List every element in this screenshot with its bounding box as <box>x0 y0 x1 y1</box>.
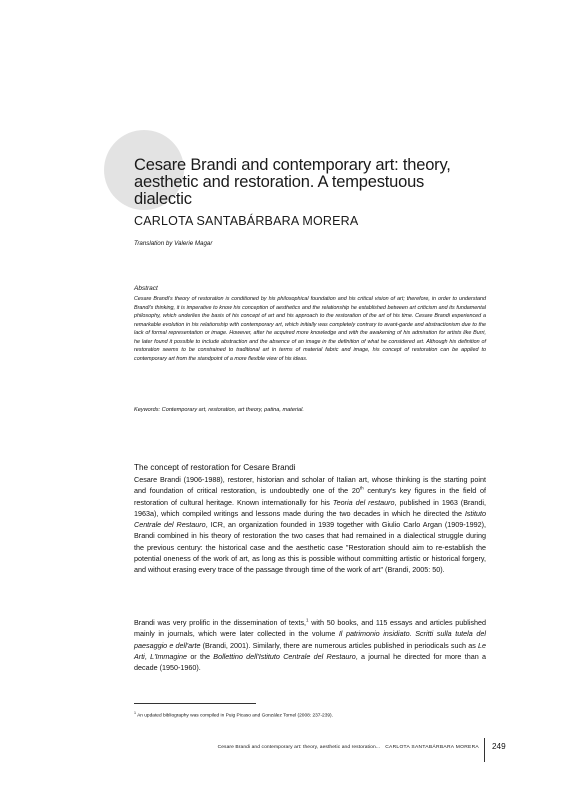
abstract-text: Cesare Brandi's theory of restoration is conditioned by his philosophical foundation and his critical vision of art; therefore, in order to understand Brandi's thinking, it is imperative to know his conception of aesthetics and the relationship he established between art criticism and its fundamental philosophy, which underlies the basis of his concept of art and his approach to the restoration of the art of his time. Cesare Brandi experienced a remarkable evolution in his relationship with contemporary art, which initially was completely contrary to avant-garde and abstractionism due to the lack of formal representation or image. However, after he acquired more knowledge and with the awakening of his admiration for artists like Burri, he later found it possible to include abstraction and the absence of an image in the definition of what he considered art. Although his definition of restoration seems to be constrained to traditional art in terms of material fabric and image, his concept of restoration can be applied to contemporary art from the standpoint of a more flexible view of his ideas. <box>134 296 486 362</box>
section-heading: The concept of restoration for Cesare Brandi <box>134 463 296 472</box>
footnote: $^1$ An updated bibliography was compiled in Puig Picaso and González Tornel (2008: 237-239). <box>134 711 333 719</box>
abstract-heading: Abstract <box>134 285 158 292</box>
page-number: 249 <box>492 742 506 751</box>
footnote-divider <box>134 703 256 704</box>
body-paragraph-2: Brandi was very prolific in the dissemination of texts,$^1$ with 50 books, and 115 essays and articles published mainly in journals, which were later collected in the volume Il patrimonio insidiato. Scritti sulla tutela del paesaggio e dell'arte (Brandi, 2001). Similarly, there are numerous articles published in periodicals such as Le Arti, L'Immagine or the Bollettino dell'Istituto Centrale del Restauro, a journal he directed for more than a decade (1950-1960). <box>134 617 486 673</box>
footer-author: CARLOTA SANTABÁRBARA MORERA <box>385 745 479 750</box>
running-footer <box>134 745 479 750</box>
translation-credit: Translation by Valerie Magar <box>134 240 213 247</box>
article-title: Cesare Brandi and contemporary art: theory, aesthetic and restoration. A tempestuous dialectic <box>134 156 451 208</box>
keywords: Keywords: Contemporary art, restoration, art theory, patina, material. <box>134 407 304 413</box>
body-paragraph-1: Cesare Brandi (1906-1988), restorer, historian and scholar of Italian art, whose thinking is the starting point and foundation of critical restoration, is undoubtedly one of the 20th century's key figures in the field of restoration of cultural heritage. Known internationally for his Teoria del restauro, published in 1963 (Brandi, 1963a), which compiled writings and lessons made during the two decades in which he directed the Istituto Centrale del Restauro, ICR, an organization founded in 1939 together with Giulio Carlo Argan (1909-1992), Brandi combined in his theory of restoration the two cases that had remained in a dialectical struggle during the previous century: the historical case and the aesthetic case "Restoration should aim to re-establish the potential oneness of the work of art, as long as this is possible without committing artistic or historical forgery, and without erasing every trace of the passage through time of the work of art" (Brandi, 2005: 50). <box>134 475 486 575</box>
footer-divider <box>484 738 485 762</box>
article-author: CARLOTA SANTABÁRBARA MORERA <box>134 214 359 228</box>
footnote-ref: 1 <box>306 617 309 623</box>
footer-title: Cesare Brandi and contemporary art: theory, aesthetic and restoration... <box>217 745 381 750</box>
